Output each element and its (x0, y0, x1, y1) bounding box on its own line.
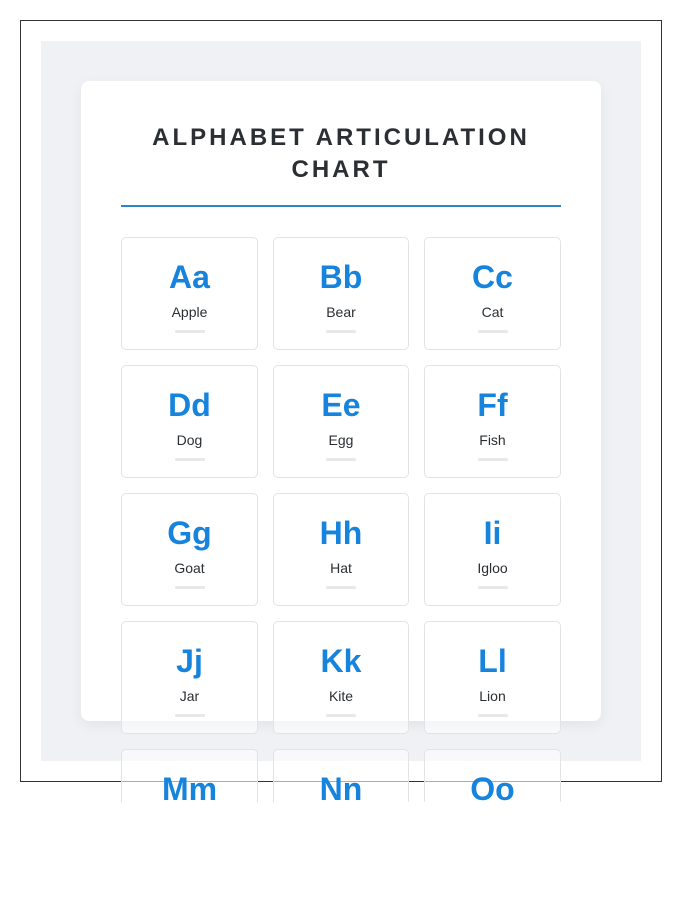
tile-underline (478, 330, 508, 333)
tile-letter: Kk (320, 643, 362, 679)
tile-underline (478, 458, 508, 461)
tile-word: Bear (326, 304, 356, 320)
tile-letter: Ff (477, 387, 508, 423)
tile-letter: Ll (478, 643, 507, 679)
letter-tile-c[interactable] (424, 237, 561, 350)
title-divider (121, 205, 561, 207)
tile-word: Hat (330, 560, 352, 576)
tile-letter: Aa (169, 259, 210, 295)
page-title: ALPHABET ARTICULATION CHART (152, 124, 530, 183)
tile-word: Apple (171, 304, 208, 320)
tile-letter: Ii (483, 515, 502, 551)
tile-underline (478, 586, 508, 589)
tile-underline (326, 458, 356, 461)
letter-tile-a[interactable] (121, 237, 258, 350)
letter-tile-e[interactable] (273, 365, 409, 478)
tile-letter: Jj (176, 643, 203, 679)
tile-letter: Mm (161, 771, 218, 802)
tile-letter: Hh (319, 515, 363, 551)
tile-word: Igloo (477, 560, 508, 576)
letter-tile-b[interactable] (273, 237, 409, 350)
tile-underline (326, 586, 356, 589)
letter-tile-f[interactable] (424, 365, 561, 478)
tile-underline (175, 330, 205, 333)
tile-word: Lion (479, 688, 506, 704)
letter-tile-i[interactable] (424, 493, 561, 606)
tile-word: Jar (179, 688, 200, 704)
tile-underline (326, 330, 356, 333)
tile-underline (175, 458, 205, 461)
tile-word: Egg (328, 432, 354, 448)
tile-word: Dog (176, 432, 203, 448)
tile-word: Kite (328, 688, 354, 704)
tile-letter: Ee (321, 387, 361, 423)
letter-tile-g[interactable] (121, 493, 258, 606)
tile-letter: Nn (319, 771, 363, 802)
tile-letter: Oo (470, 771, 515, 802)
letter-tile-m[interactable] (121, 749, 258, 802)
letter-tile-l[interactable] (424, 621, 561, 734)
tile-underline (175, 586, 205, 589)
tile-underline (175, 714, 205, 717)
letter-tile-h[interactable] (273, 493, 409, 606)
letter-tile-j[interactable] (121, 621, 258, 734)
tile-word: Goat (174, 560, 205, 576)
letter-tile-o[interactable] (424, 749, 561, 802)
letter-grid (121, 237, 561, 802)
tile-word: Fish (479, 432, 506, 448)
letter-tile-n[interactable] (273, 749, 409, 802)
tile-letter: Cc (472, 259, 513, 295)
tile-letter: Gg (167, 515, 212, 551)
tile-underline (326, 714, 356, 717)
tile-underline (478, 714, 508, 717)
tile-letter: Dd (168, 387, 211, 423)
letter-tile-k[interactable] (273, 621, 409, 734)
letter-tile-d[interactable] (121, 365, 258, 478)
tile-letter: Bb (319, 259, 363, 295)
tile-word: Cat (481, 304, 504, 320)
